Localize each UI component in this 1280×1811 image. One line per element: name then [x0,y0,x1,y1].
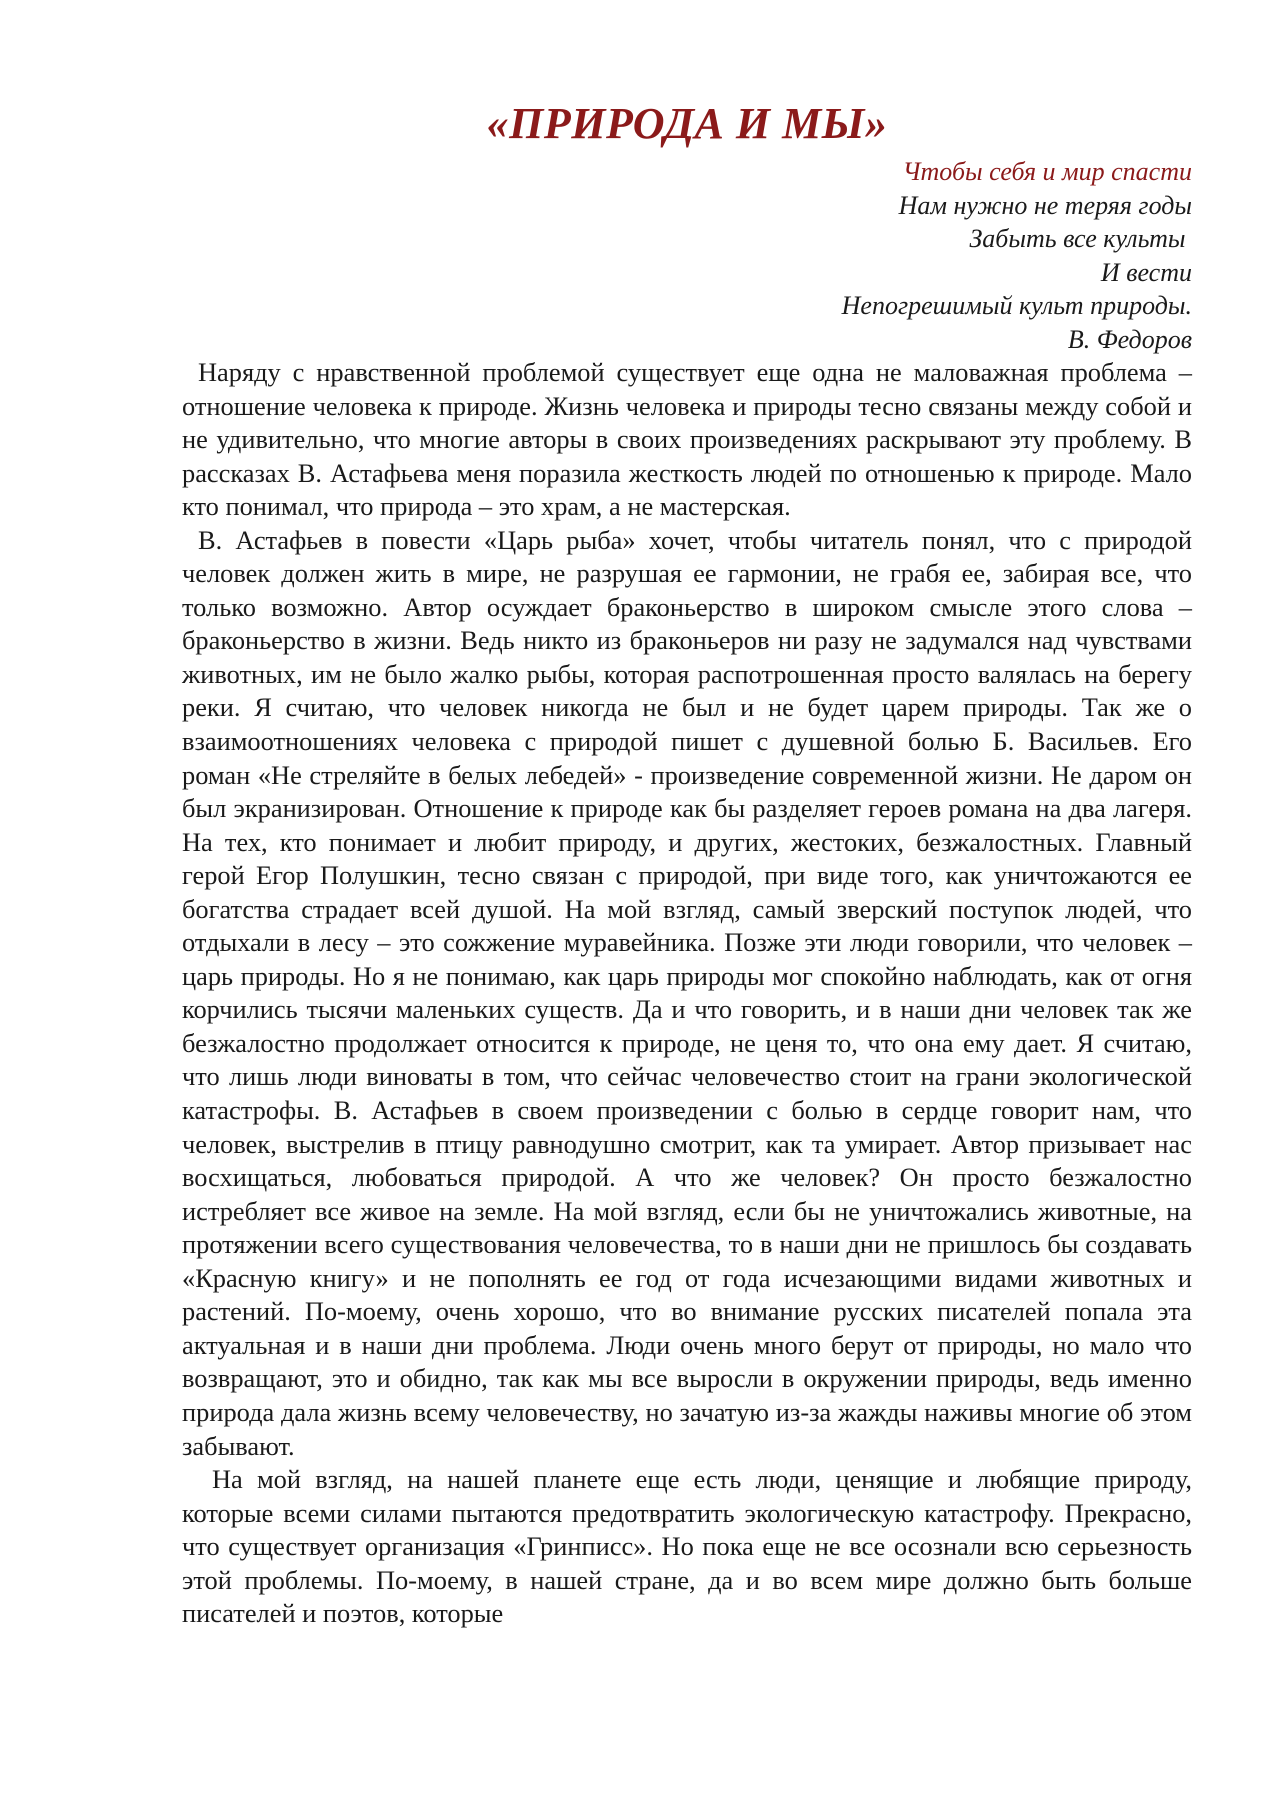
epigraph [182,155,1192,356]
page-title: «ПРИРОДА И МЫ» [486,99,888,148]
epigraph-line: Забыть все культы [969,224,1192,253]
essay-body [182,356,1192,1631]
document-page [182,95,1192,1631]
epigraph-author: В. Федоров [1067,324,1192,354]
epigraph-line: Чтобы себя и мир спасти [902,157,1192,186]
paragraph: На мой взгляд, на нашей планете еще есть люди, ценящие и любящие природу, которые всеми силами пытаются предотвратить экологическую катастрофу. Прекрасно, что существует организация «Гринписс». Но пока еще не все осознали всю серьезность этой проблемы. По-моему, в нашей стране, да и во всем мире должно быть больше писателей и поэтов, которые [182,1464,1192,1629]
epigraph-line: Нам нужно не теряя годы [898,190,1192,220]
epigraph-line: Непогрешимый культ природы. [841,291,1192,320]
epigraph-line: И вести [1100,257,1192,287]
paragraph: В. Астафьев в повести «Царь рыба» хочет, чтобы читатель понял, что с природой человек должен жить в мире, не разрушая ее гармонии, не грабя ее, забирая все, что только возможно. Автор осуждает браконьерство в широком смысле этого слова – браконьерство в жизни. Ведь никто из браконьеров ни разу не задумался над чувствами животных, им не было жалко рыбы, которая распотрошенная просто валялась на берегу реки. Я считаю, что человек никогда не был и не будет царем природы. Так же о взаимоотношениях человека с природой пишет с душевной болью Б. Васильев. Его роман «Не стреляйте в белых лебедей» - произведение современной жизни. Не даром он был экранизирован. Отношение к природе как бы разделяет героев романа на два лагеря. На тех, кто понимает и любит природу, и других, жестоких, безжалостных. Главный герой Егор Полушкин, тесно связан с природой, при виде того, как уничтожаются ее богатства страдает всей душой. На мой взгляд, самый зверский поступок людей, что отдыхали в лесу – это сожжение муравейника. Позже эти люди говорили, что человек – царь природы. Но я не понимаю, как царь природы мог спокойно наблюдать, как от огня корчились тысячи маленьких существ. Да и что говорить, и в наши дни человек так же безжалостно продолжает относится к природе, не ценя то, что она ему дает. Я считаю, что лишь люди виноваты в том, что сейчас человечество стоит на грани экологической катастрофы. В. Астафьев в своем произведении с болью в сердце говорит нам, что человек, выстрелив в птицу равнодушно смотрит, как та умирает. Автор призывает нас восхищаться, любоваться природой. А что же человек? Он просто безжалостно истребляет все живое на земле. На мой взгляд, если бы не уничтожались животные, на протяжении всего существования человечества, то в наши дни не пришлось бы создавать «Красную книгу» и не пополнять ее год от года исчезающими видами животных и растений. По-моему, очень хорошо, что во внимание русских писателей попала эта актуальная и в наши дни проблема. Люди очень много берут от природы, но мало что возвращают, это и обидно, так как мы все выросли в окружении природы, ведь именно природа дала жизнь всему человечеству, но зачатую из-за жажды наживы многие об этом забывают. [182,524,1192,1461]
paragraph: Наряду с нравственной проблемой существует еще одна не маловажная проблема – отношение человека к природе. Жизнь человека и природы тесно связаны между собой и не удивительно, что многие авторы в своих произведениях раскрывают эту проблему. В рассказах В. Астафьева меня поразила жесткость людей по отношенью к природе. Мало кто понимал, что природа – это храм, а не мастерская. [182,357,1192,522]
